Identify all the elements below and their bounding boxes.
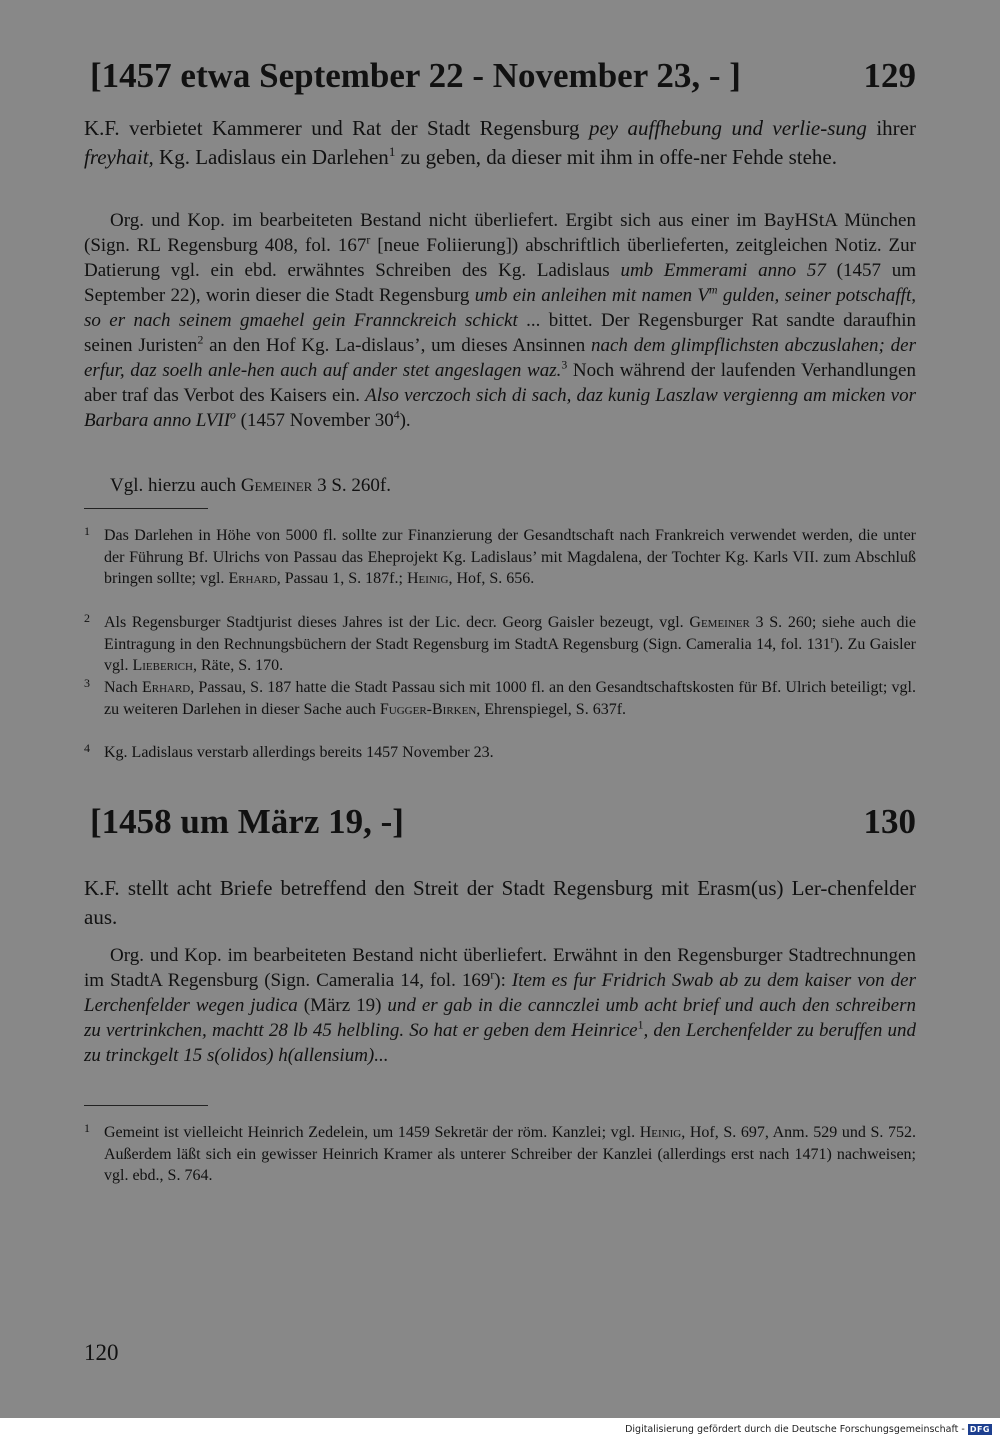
footnote-2: 2 Als Regensburger Stadtjurist dieses Jahres ist der Lic. decr. Georg Gaisler bezeugt, vgl. Gemeiner 3 S. 260; siehe auch die Eintragung in den Rechnungsbüchern der Stadt Regensburg im StadtA Regensburg (Sign. Cameralia 14, fol. 131$^r$). Zu Gaisler vgl. Lieberich, Räte, S. 170. bbox=[84, 611, 917, 674]
see-also-129: Vgl. hierzu auch Gemeiner 3 S. 260f. bbox=[110, 475, 391, 496]
entry-heading-130 bbox=[90, 802, 916, 842]
regest-129: K.F. verbietet Kammerer und Rat der Stadt Regensburg pey auffhebung und verlie-sung ihrer freyhait, Kg. Ladislaus ein Darlehen$^1$ zu geben, da dieser mit ihm in offe-ner Fehde stehe. bbox=[84, 116, 916, 169]
footnote-1: 1 Das Darlehen in Höhe von 5000 fl. sollte zur Finanzierung der Gesandtschaft nach Frankreich verwendet werden, die unter der Führung Bf. Ulrichs von Passau das Eheprojekt Kg. Ladislaus’ mit Magdalena, der Tochter Kg. Karls VII. zum Abschluß bringen sollte; vgl. Erhard, Passau 1, S. 187f.; Heinig, Hof, S. 656. bbox=[84, 524, 916, 587]
regest-130: K.F. stellt acht Briefe betreffend den Streit der Stadt Regensburg mit Erasm(us) Ler-chenfelder aus. bbox=[84, 876, 916, 929]
entry-date: [1458 um März 19, -] bbox=[90, 802, 404, 841]
commentary-130: Org. und Kop. im bearbeiteten Bestand nicht überliefert. Erwähnt in den Regensburger Stadtrechnungen im StadtA Regensburg (Sign. Cameralia 14, fol. 169$^r$): Item es fur Fridrich Swab ab zu dem kaiser von der Lerchenfelder wegen judica (März 19) und er gab in die cannczlei umb acht brief und auch den schreibern zu vertrinkchen, machtt 28 lb 45 helbling. So hat er geben dem Heinrice$^1$, den Lerchenfelder zu beruffen und zu trinckgelt 15 s(olidos) h(allensium)... bbox=[84, 945, 917, 1066]
entry-heading-129 bbox=[90, 56, 916, 96]
entry-number: 129 bbox=[863, 56, 916, 95]
footnote-4: 4 Kg. Ladislaus verstarb allerdings bereits 1457 November 23. bbox=[84, 741, 494, 761]
commentary-129: Org. und Kop. im bearbeiteten Bestand nicht überliefert. Ergibt sich aus einer im BayHStA München (Sign. RL Regensburg 408, fol. 167$^r$ [neue Foliierung]) abschriftlich überlieferten, zeitgleichen Notiz. Zur Datierung vgl. ein ebd. erwähntes Schreiben des Kg. Ladislaus umb Emmerami anno 57 (1457 um September 22), worin dieser die Stadt Regensburg umb ein anleihen mit namen $V^m$ gulden, seiner potschafft, so er nach seinem gmaehel gein Frannckreich schickt ... bittet. Der Regensburger Rat sandte daraufhin seinen Juristen$^2$ an den Hof Kg. La-dislaus’, um dieses Ansinnen nach dem glimpflichsten abczuslahen; der erfur, daz soelh anle-hen auch auf ander stet angeslagen waz.$^3$ Noch während der laufenden Verhandlungen aber traf das Verbot des Kaisers ein. Also verczoch sich di sach, daz kunig Laszlaw vergienng am micken vor Barbara anno LVII$^o$ (1457 November $30^4$). bbox=[84, 210, 917, 431]
page-number: 120 bbox=[84, 1340, 119, 1365]
entry-number: 130 bbox=[863, 802, 916, 841]
footnote-rule bbox=[84, 508, 208, 509]
footnote-1: 1 Gemeint ist vielleicht Heinrich Zedelein, um 1459 Sekretär der röm. Kanzlei; vgl. Heinig, Hof, S. 697, Anm. 529 und S. 752. Außerdem läßt sich ein gewisser Heinrich Kramer als unterer Schreiber der Kanzlei (allerdings erst nach 1471) nachweisen; vgl. ebd., S. 764. bbox=[84, 1121, 916, 1184]
footer-text: Digitalisierung gefördert durch die Deutsche Forschungsgemeinschaft - bbox=[625, 1423, 965, 1435]
entry-date: [1457 etwa September 22 - November 23, - ] bbox=[90, 56, 741, 95]
funding-footer bbox=[625, 1422, 992, 1436]
footnote-3: 3 Nach Erhard, Passau, S. 187 hatte die Stadt Passau sich mit 1000 fl. an den Gesandtschaftskosten für Bf. Ulrich beteiligt; vgl. zu weiteren Darlehen in dieser Sache auch Fugger-Birken, Ehrenspiegel, S. 637f. bbox=[84, 676, 916, 718]
footnote-rule bbox=[84, 1105, 208, 1106]
dfg-logo: DFG bbox=[969, 1424, 990, 1434]
